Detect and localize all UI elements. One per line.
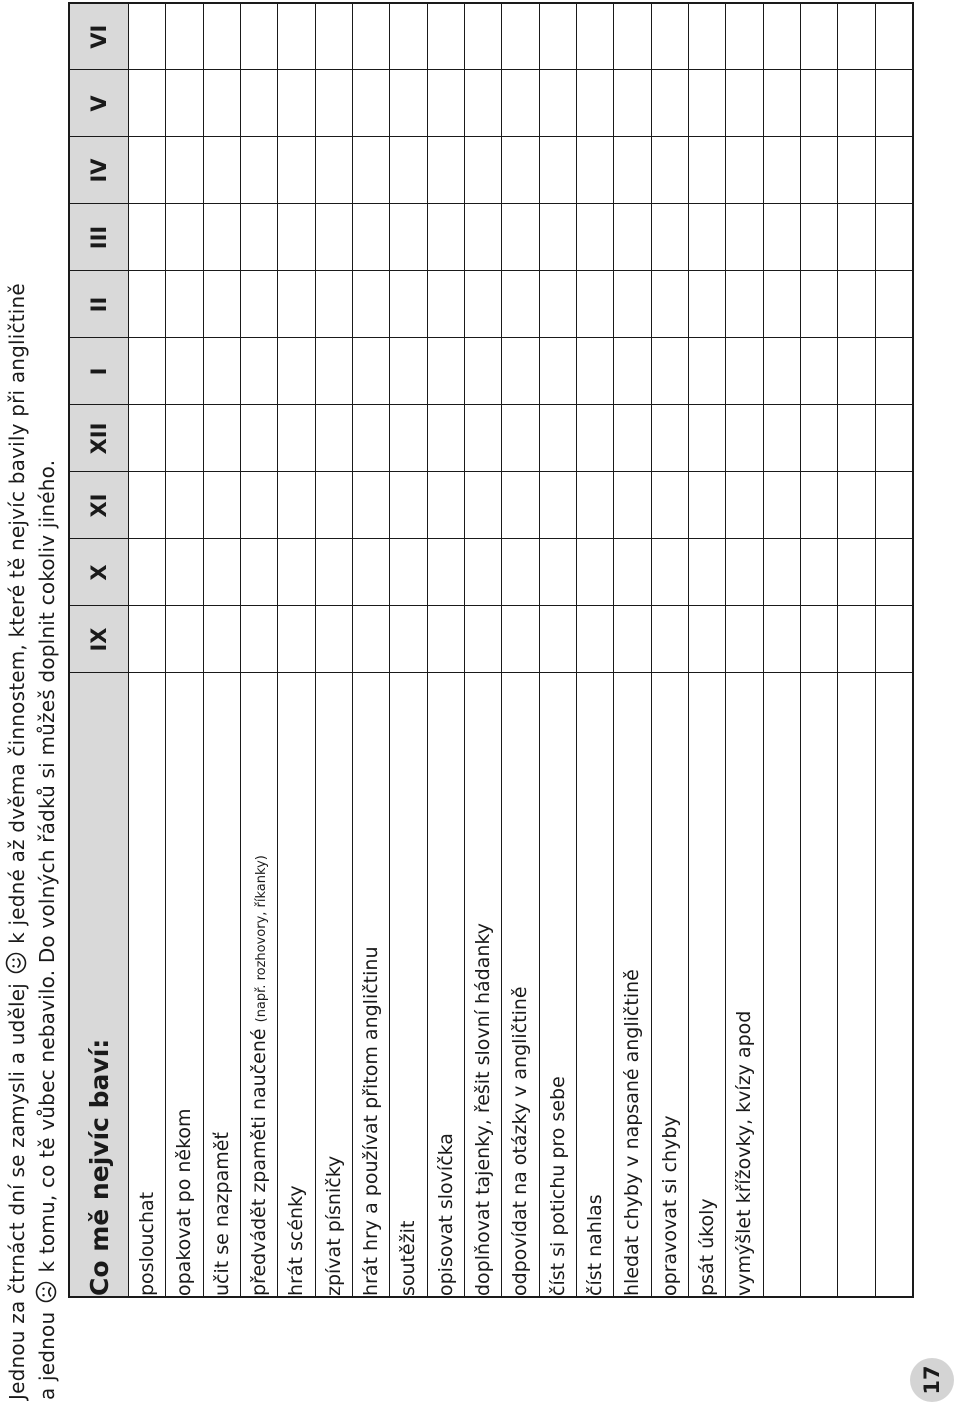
rating-cell[interactable] [576, 137, 613, 204]
rating-cell[interactable] [502, 137, 539, 204]
month-header: XI [69, 472, 129, 539]
rating-cell[interactable] [315, 405, 352, 472]
rating-cell[interactable] [427, 3, 464, 70]
rating-cell[interactable] [875, 338, 913, 405]
rating-cell[interactable] [240, 472, 277, 539]
rating-cell[interactable] [614, 70, 651, 137]
rating-cell[interactable] [539, 405, 576, 472]
table-row [352, 3, 389, 1297]
rating-cell[interactable] [464, 338, 501, 405]
rating-cell[interactable] [763, 606, 800, 673]
rating-cell[interactable] [651, 271, 688, 338]
rating-cell[interactable] [726, 204, 763, 271]
month-header: XII [69, 405, 129, 472]
table-title: Co mě nejvíc baví: [69, 673, 129, 1297]
rating-cell[interactable] [763, 472, 800, 539]
table-row [203, 3, 240, 1297]
rating-cell[interactable] [726, 137, 763, 204]
rating-cell[interactable] [240, 338, 277, 405]
rating-cell[interactable] [390, 3, 427, 70]
activity-label: vymýšlet křížovky, kvízy apod [733, 1010, 756, 1296]
rating-cell[interactable] [352, 338, 389, 405]
rating-cell[interactable] [614, 271, 651, 338]
rating-cell[interactable] [838, 472, 875, 539]
activity-label-cell [875, 673, 913, 1297]
month-header: II [69, 271, 129, 338]
rating-cell[interactable] [838, 338, 875, 405]
table-row [726, 3, 763, 1297]
activity-label-cell [614, 673, 651, 1297]
activity-label-cell [464, 673, 501, 1297]
rating-cell[interactable] [838, 137, 875, 204]
rating-cell[interactable] [838, 539, 875, 606]
rating-cell[interactable] [352, 472, 389, 539]
rating-cell[interactable] [651, 539, 688, 606]
rating-cell[interactable] [726, 405, 763, 472]
activity-label: soutěžit [397, 1220, 420, 1296]
rating-cell[interactable] [651, 3, 688, 70]
rating-cell[interactable] [688, 606, 725, 673]
rating-cell[interactable] [688, 204, 725, 271]
table-row [278, 3, 315, 1297]
activity-label-cell [315, 673, 352, 1297]
activity-label-cell [576, 673, 613, 1297]
month-header: V [69, 70, 129, 137]
table-row [576, 3, 613, 1297]
activity-label: psát úkoly [696, 1198, 719, 1296]
smiley-face-icon [5, 952, 27, 974]
rating-cell[interactable] [129, 271, 166, 338]
rating-cell[interactable] [502, 338, 539, 405]
activity-label: poslouchat [136, 1191, 159, 1296]
table-row [838, 3, 875, 1297]
rating-cell[interactable] [129, 70, 166, 137]
rating-cell[interactable] [203, 70, 240, 137]
rating-cell[interactable] [800, 405, 837, 472]
activity-label: opakovat po někom [173, 1108, 196, 1296]
rating-cell[interactable] [203, 472, 240, 539]
rating-cell[interactable] [502, 606, 539, 673]
rating-cell[interactable] [576, 338, 613, 405]
rating-cell[interactable] [763, 539, 800, 606]
rating-cell[interactable] [800, 606, 837, 673]
rating-cell[interactable] [539, 137, 576, 204]
rating-cell[interactable] [427, 606, 464, 673]
rating-cell[interactable] [315, 271, 352, 338]
activity-note: (např. rozhovory, říkanky) [254, 855, 270, 1023]
rating-cell[interactable] [838, 606, 875, 673]
rating-cell[interactable] [166, 70, 203, 137]
rating-cell[interactable] [539, 539, 576, 606]
rating-cell[interactable] [502, 3, 539, 70]
rating-cell[interactable] [427, 204, 464, 271]
rating-cell[interactable] [651, 204, 688, 271]
rating-cell[interactable] [539, 70, 576, 137]
table-body [129, 3, 914, 1297]
rating-cell[interactable] [278, 539, 315, 606]
activity-label-cell [539, 673, 576, 1297]
rating-cell[interactable] [129, 137, 166, 204]
rating-cell[interactable] [763, 3, 800, 70]
rating-cell[interactable] [875, 405, 913, 472]
rating-cell[interactable] [352, 204, 389, 271]
rating-cell[interactable] [203, 539, 240, 606]
rating-cell[interactable] [576, 606, 613, 673]
rating-cell[interactable] [129, 3, 166, 70]
rating-cell[interactable] [800, 338, 837, 405]
activity-label: učit se nazpaměť [210, 1132, 233, 1296]
table-row [390, 3, 427, 1297]
rating-cell[interactable] [278, 338, 315, 405]
rating-cell[interactable] [390, 70, 427, 137]
rating-cell[interactable] [315, 472, 352, 539]
month-header: X [69, 539, 129, 606]
rating-cell[interactable] [539, 338, 576, 405]
rating-cell[interactable] [129, 606, 166, 673]
table-row [240, 3, 277, 1297]
rating-cell[interactable] [278, 606, 315, 673]
rating-cell[interactable] [129, 338, 166, 405]
rating-cell[interactable] [614, 405, 651, 472]
rating-cell[interactable] [240, 405, 277, 472]
rating-cell[interactable] [315, 204, 352, 271]
rating-cell[interactable] [315, 3, 352, 70]
rating-cell[interactable] [166, 606, 203, 673]
rating-cell[interactable] [688, 70, 725, 137]
rating-cell[interactable] [800, 539, 837, 606]
rating-cell[interactable] [427, 539, 464, 606]
rating-cell[interactable] [539, 472, 576, 539]
rating-cell[interactable] [726, 338, 763, 405]
rating-cell[interactable] [464, 539, 501, 606]
rating-cell[interactable] [390, 204, 427, 271]
instructions-line-2 [32, 20, 62, 1400]
activity-label: předvádět zpaměti naučené [248, 1028, 271, 1296]
rating-cell[interactable] [576, 472, 613, 539]
rating-cell[interactable] [614, 472, 651, 539]
rating-cell[interactable] [464, 204, 501, 271]
rating-cell[interactable] [129, 539, 166, 606]
table-row [129, 3, 166, 1297]
rating-cell[interactable] [166, 204, 203, 271]
activity-label: hrát scénky [285, 1185, 308, 1296]
rating-cell[interactable] [726, 539, 763, 606]
activity-label: opravovat si chyby [658, 1115, 681, 1296]
rating-cell[interactable] [651, 606, 688, 673]
rating-cell[interactable] [875, 70, 913, 137]
rating-cell[interactable] [240, 271, 277, 338]
rating-cell[interactable] [464, 70, 501, 137]
rating-cell[interactable] [390, 137, 427, 204]
activity-label-cell [763, 673, 800, 1297]
rating-cell[interactable] [726, 606, 763, 673]
rating-cell[interactable] [800, 137, 837, 204]
rating-cell[interactable] [875, 137, 913, 204]
page-number: 17 [910, 1358, 954, 1402]
rating-cell[interactable] [539, 204, 576, 271]
rating-cell[interactable] [838, 204, 875, 271]
rating-cell[interactable] [203, 405, 240, 472]
activity-label: číst nahlas [584, 1194, 607, 1296]
rating-cell[interactable] [464, 472, 501, 539]
rating-cell[interactable] [800, 204, 837, 271]
instructions-text: k tomu, co tě vůbec nebavilo. Do volných řádků si můžeš doplnit cokoliv jiného. [35, 459, 59, 1273]
rating-cell[interactable] [800, 472, 837, 539]
rating-cell[interactable] [539, 3, 576, 70]
activity-label-cell [240, 673, 277, 1297]
rating-cell[interactable] [763, 271, 800, 338]
rating-cell[interactable] [875, 271, 913, 338]
rating-cell[interactable] [278, 204, 315, 271]
rating-cell[interactable] [651, 338, 688, 405]
table-row [539, 3, 576, 1297]
activity-label-cell [726, 673, 763, 1297]
rating-cell[interactable] [763, 70, 800, 137]
table-row [427, 3, 464, 1297]
rating-cell[interactable] [315, 70, 352, 137]
rating-cell[interactable] [240, 70, 277, 137]
rating-cell[interactable] [614, 539, 651, 606]
rating-cell[interactable] [763, 137, 800, 204]
rating-cell[interactable] [240, 204, 277, 271]
table-row [651, 3, 688, 1297]
activity-label-cell [688, 673, 725, 1297]
activity-label: doplňovat tajenky, řešit slovní hádanky [472, 923, 495, 1296]
rating-cell[interactable] [502, 204, 539, 271]
activity-label-cell [427, 673, 464, 1297]
rating-cell[interactable] [427, 70, 464, 137]
rating-cell[interactable] [875, 472, 913, 539]
rating-cell[interactable] [576, 271, 613, 338]
activity-label-cell [800, 673, 837, 1297]
rating-cell[interactable] [352, 3, 389, 70]
rating-cell[interactable] [800, 70, 837, 137]
rating-cell[interactable] [614, 606, 651, 673]
rating-cell[interactable] [352, 137, 389, 204]
rating-cell[interactable] [240, 606, 277, 673]
rating-cell[interactable] [352, 539, 389, 606]
rating-cell[interactable] [688, 472, 725, 539]
rating-cell[interactable] [352, 70, 389, 137]
rating-cell[interactable] [614, 3, 651, 70]
activity-label-cell [203, 673, 240, 1297]
activity-label: hrát hry a používat přitom angličtinu [360, 946, 383, 1296]
rating-cell[interactable] [278, 472, 315, 539]
rating-cell[interactable] [502, 70, 539, 137]
rating-cell[interactable] [278, 70, 315, 137]
activity-label: opisovat slovíčka [434, 1133, 457, 1296]
rating-cell[interactable] [427, 338, 464, 405]
rating-cell[interactable] [576, 70, 613, 137]
rating-cell[interactable] [315, 539, 352, 606]
rating-cell[interactable] [240, 137, 277, 204]
rating-cell[interactable] [875, 539, 913, 606]
table-row [763, 3, 800, 1297]
rating-cell[interactable] [427, 137, 464, 204]
rating-cell[interactable] [651, 405, 688, 472]
rating-cell[interactable] [203, 3, 240, 70]
rating-cell[interactable] [166, 338, 203, 405]
rating-cell[interactable] [390, 271, 427, 338]
table-row [688, 3, 725, 1297]
activity-table [68, 2, 914, 1298]
rating-cell[interactable] [203, 606, 240, 673]
rating-cell[interactable] [502, 271, 539, 338]
rating-cell[interactable] [427, 271, 464, 338]
rating-cell[interactable] [651, 472, 688, 539]
table-row [614, 3, 651, 1297]
table-row [875, 3, 913, 1297]
instructions-text: a jednou [35, 1311, 59, 1400]
rating-cell[interactable] [688, 405, 725, 472]
rating-cell[interactable] [688, 271, 725, 338]
rating-cell[interactable] [166, 405, 203, 472]
activity-label-cell [129, 673, 166, 1297]
rating-cell[interactable] [240, 3, 277, 70]
rating-cell[interactable] [278, 271, 315, 338]
rating-cell[interactable] [502, 405, 539, 472]
month-header: III [69, 204, 129, 271]
rating-cell[interactable] [390, 606, 427, 673]
rating-cell[interactable] [129, 204, 166, 271]
rating-cell[interactable] [166, 137, 203, 204]
rating-cell[interactable] [763, 338, 800, 405]
rating-cell[interactable] [726, 70, 763, 137]
rating-cell[interactable] [315, 338, 352, 405]
rating-cell[interactable] [838, 70, 875, 137]
rating-cell[interactable] [614, 338, 651, 405]
month-header: IV [69, 137, 129, 204]
month-header: IX [69, 606, 129, 673]
rating-cell[interactable] [390, 539, 427, 606]
activity-label-cell [352, 673, 389, 1297]
instructions [2, 20, 62, 1400]
rating-cell[interactable] [352, 271, 389, 338]
rating-cell[interactable] [763, 204, 800, 271]
activity-label: číst si potichu pro sebe [546, 1076, 569, 1296]
rating-cell[interactable] [539, 606, 576, 673]
rating-cell[interactable] [688, 3, 725, 70]
table-row [315, 3, 352, 1297]
rating-cell[interactable] [352, 606, 389, 673]
month-header: VI [69, 3, 129, 70]
table-row [166, 3, 203, 1297]
rating-cell[interactable] [203, 204, 240, 271]
rating-cell[interactable] [390, 472, 427, 539]
activity-label: odpovídat na otázky v angličtině [509, 986, 532, 1296]
rating-cell[interactable] [464, 137, 501, 204]
rating-cell[interactable] [838, 271, 875, 338]
activity-label: zpívat písničky [322, 1155, 345, 1296]
activity-label-cell [166, 673, 203, 1297]
rating-cell[interactable] [166, 3, 203, 70]
activity-label-cell [651, 673, 688, 1297]
sad-face-icon [35, 1281, 57, 1303]
rating-cell[interactable] [800, 3, 837, 70]
rating-cell[interactable] [464, 3, 501, 70]
rating-cell[interactable] [539, 271, 576, 338]
rating-cell[interactable] [576, 204, 613, 271]
rating-cell[interactable] [352, 405, 389, 472]
rating-cell[interactable] [875, 3, 913, 70]
rating-cell[interactable] [203, 137, 240, 204]
rating-cell[interactable] [726, 271, 763, 338]
table-row [800, 3, 837, 1297]
rating-cell[interactable] [427, 405, 464, 472]
rating-cell[interactable] [315, 606, 352, 673]
rating-cell[interactable] [576, 539, 613, 606]
activity-label: hledat chyby v napsané angličtině [621, 969, 644, 1296]
rating-cell[interactable] [838, 405, 875, 472]
rating-cell[interactable] [688, 338, 725, 405]
rating-cell[interactable] [278, 137, 315, 204]
rating-cell[interactable] [502, 539, 539, 606]
rating-cell[interactable] [576, 3, 613, 70]
rating-cell[interactable] [726, 3, 763, 70]
rating-cell[interactable] [875, 606, 913, 673]
rating-cell[interactable] [614, 204, 651, 271]
rating-cell[interactable] [129, 472, 166, 539]
rating-cell[interactable] [166, 472, 203, 539]
table-row [502, 3, 539, 1297]
instructions-text: k jedné až dvěma činnostem, které tě nejvíc bavily při angličtině [5, 283, 29, 944]
rating-cell[interactable] [278, 3, 315, 70]
rating-cell[interactable] [800, 271, 837, 338]
rating-cell[interactable] [502, 472, 539, 539]
activity-label-cell [390, 673, 427, 1297]
rating-cell[interactable] [726, 472, 763, 539]
rating-cell[interactable] [390, 405, 427, 472]
rating-cell[interactable] [614, 137, 651, 204]
rating-cell[interactable] [576, 405, 613, 472]
rating-cell[interactable] [651, 137, 688, 204]
rating-cell[interactable] [166, 271, 203, 338]
rating-cell[interactable] [464, 606, 501, 673]
rating-cell[interactable] [129, 405, 166, 472]
activity-label-cell [278, 673, 315, 1297]
table-row [464, 3, 501, 1297]
rating-cell[interactable] [166, 539, 203, 606]
rating-cell[interactable] [464, 405, 501, 472]
instructions-line-1 [2, 20, 32, 1400]
rating-cell[interactable] [203, 271, 240, 338]
rating-cell[interactable] [203, 338, 240, 405]
rating-cell[interactable] [427, 472, 464, 539]
rating-cell[interactable] [688, 137, 725, 204]
rating-cell[interactable] [315, 137, 352, 204]
rating-cell[interactable] [464, 271, 501, 338]
rating-cell[interactable] [278, 405, 315, 472]
month-header: I [69, 338, 129, 405]
rating-cell[interactable] [688, 539, 725, 606]
rating-cell[interactable] [240, 539, 277, 606]
activity-label-cell [502, 673, 539, 1297]
rating-cell[interactable] [763, 405, 800, 472]
rating-cell[interactable] [875, 204, 913, 271]
instructions-text: Jednou za čtrnáct dní se zamysli a udělej [5, 982, 29, 1400]
rating-cell[interactable] [651, 70, 688, 137]
table-header-row [69, 3, 129, 1297]
rating-cell[interactable] [390, 338, 427, 405]
activity-label-cell [838, 673, 875, 1297]
rating-cell[interactable] [838, 3, 875, 70]
